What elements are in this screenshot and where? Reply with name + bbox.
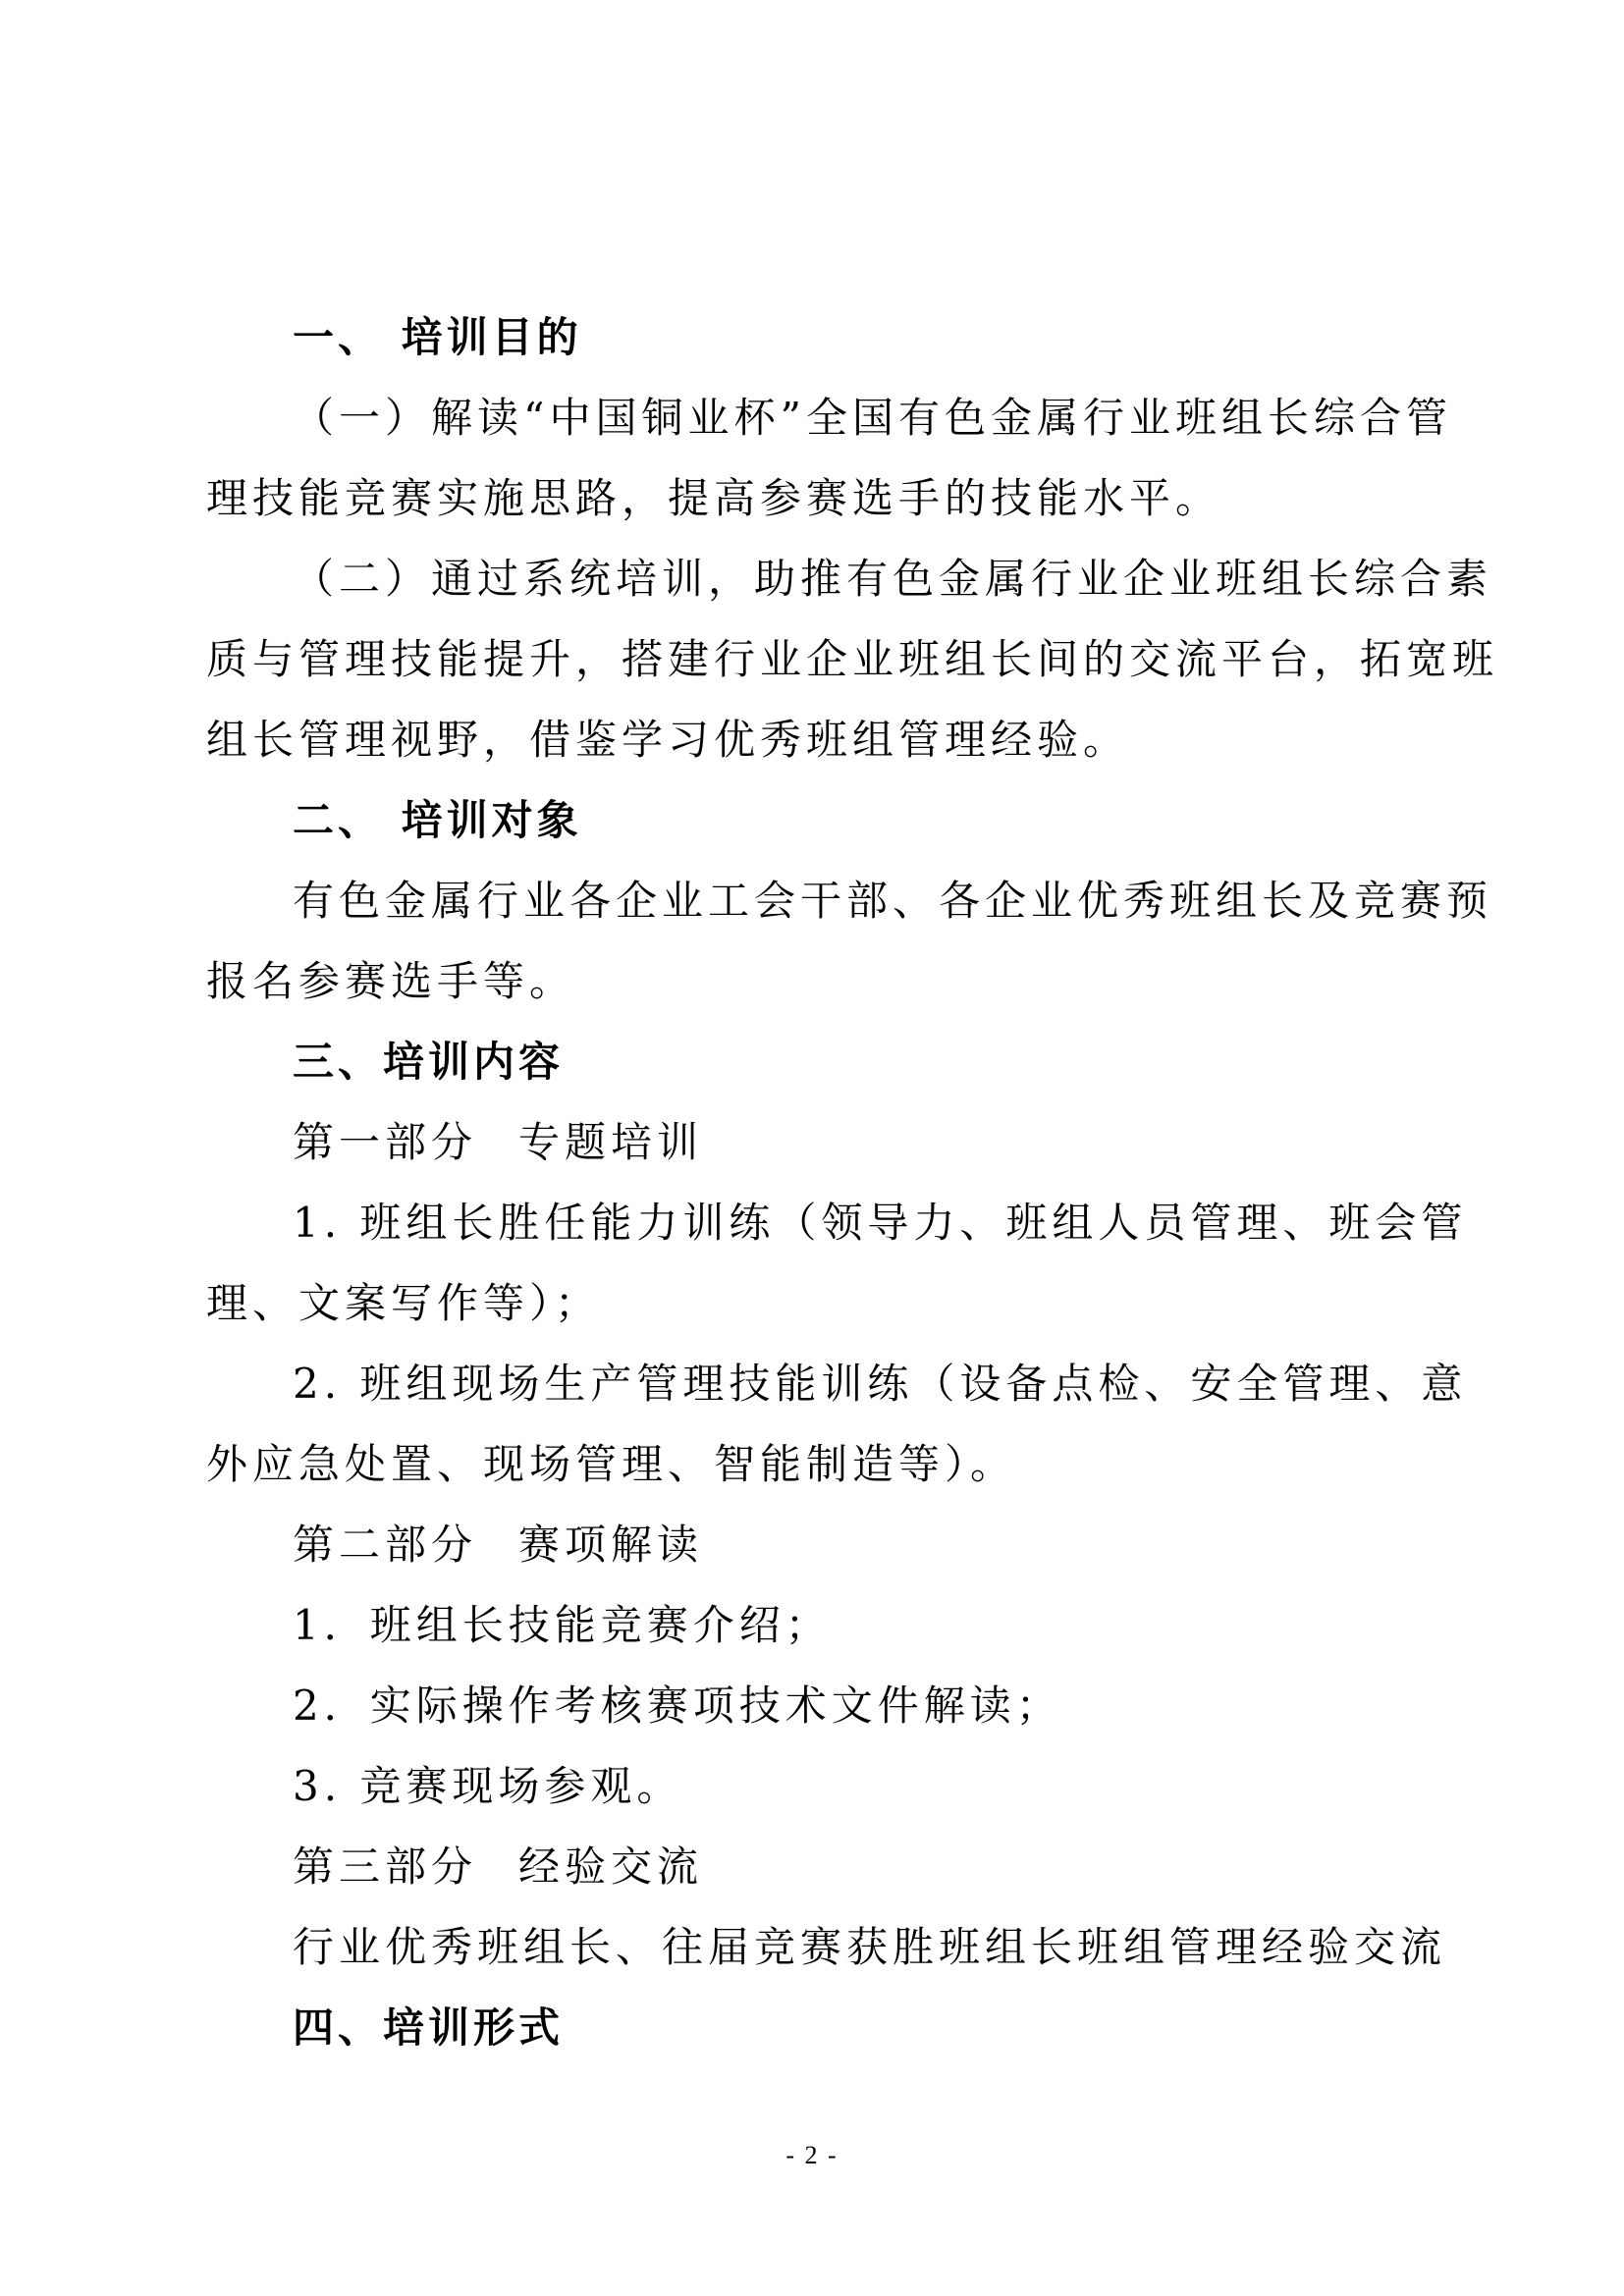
part-label: 第一部分 bbox=[293, 1118, 478, 1166]
section-heading-training-target: 二、 培训对象 bbox=[293, 796, 582, 844]
paragraph-line: 报名参赛选手等。 bbox=[206, 957, 576, 1005]
list-item-line: 理、文案写作等）； bbox=[206, 1279, 602, 1327]
section-heading-training-purpose: 一、 培训目的 bbox=[293, 313, 582, 361]
part-label: 第三部分 bbox=[293, 1842, 478, 1891]
paragraph-line: （二）通过系统培训，助推有色金属行业企业班组长综合素 bbox=[293, 555, 1493, 603]
part-label: 第二部分 bbox=[293, 1521, 478, 1569]
paragraph-line: 组长管理视野，借鉴学习优秀班组管理经验。 bbox=[206, 716, 1130, 764]
list-item-line: 2. 班组现场生产管理技能训练（设备点检、安全管理、意 bbox=[293, 1360, 1468, 1408]
part-title-1 bbox=[293, 1115, 1530, 1170]
paragraph-line: 质与管理技能提升，搭建行业企业班组长间的交流平台，拓宽班 bbox=[206, 635, 1499, 683]
paragraph-line: （一）解读“中国铜业杯”全国有色金属行业班组长综合管 bbox=[293, 394, 1452, 442]
part-title-text: 专题培训 bbox=[518, 1118, 704, 1166]
paragraph-line: 理技能竞赛实施思路，提高参赛选手的技能水平。 bbox=[206, 474, 1222, 522]
section-heading-training-format: 四、培训形式 bbox=[293, 2003, 565, 2052]
part-title-text: 经验交流 bbox=[518, 1842, 704, 1891]
section-heading-training-content: 三、培训内容 bbox=[293, 1038, 565, 1086]
page-number: - 2 - bbox=[785, 2141, 839, 2169]
part-title-3 bbox=[293, 1840, 1530, 1895]
list-item: 3. 竞赛现场参观。 bbox=[293, 1762, 683, 1810]
part-title-text: 赛项解读 bbox=[518, 1521, 704, 1569]
list-item: 2．实际操作考核赛项技术文件解读； bbox=[293, 1682, 1062, 1730]
paragraph-line: 有色金属行业各企业工会干部、各企业优秀班组长及竞赛预 bbox=[293, 877, 1493, 925]
list-item-line: 1. 班组长胜任能力训练（领导力、班组人员管理、班会管 bbox=[293, 1199, 1468, 1247]
list-item-line: 外应急处置、现场管理、智能制造等）。 bbox=[206, 1440, 1017, 1488]
paragraph-line: 行业优秀班组长、往届竞赛获胜班组长班组管理经验交流 bbox=[293, 1923, 1447, 1971]
list-item: 1．班组长技能竞赛介绍； bbox=[293, 1601, 832, 1649]
part-title-2 bbox=[293, 1518, 1530, 1573]
